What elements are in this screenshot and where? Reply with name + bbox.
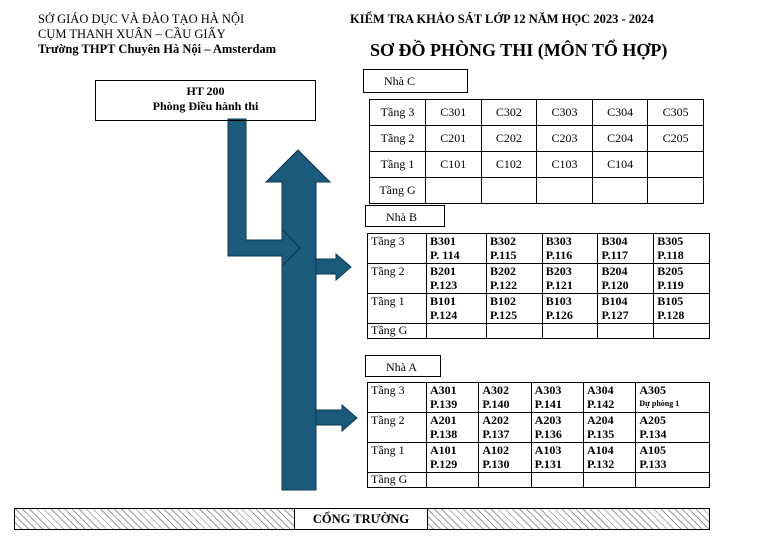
room-cell: C303 — [537, 100, 593, 126]
room-code: B102 — [489, 294, 516, 308]
room-code: B305 — [657, 234, 684, 248]
floor-row — [368, 383, 710, 413]
room-cell — [427, 294, 487, 324]
room-code: A103 — [534, 443, 562, 457]
floor-row — [368, 294, 710, 324]
room-code: A305 — [639, 383, 666, 397]
exam-title: KIỂM TRA KHẢO SÁT LỚP 12 NĂM HỌC 2023 - 2024 — [350, 12, 654, 26]
floor-label: Tầng 2 — [368, 413, 427, 443]
room-code: B103 — [545, 294, 572, 308]
exam-room-number: P. 114 — [430, 248, 460, 262]
main-path-arrow — [266, 150, 330, 490]
exam-room-number: P.121 — [545, 278, 573, 292]
floor-row — [368, 234, 710, 264]
room-cell — [427, 413, 479, 443]
room-cell: C304 — [592, 100, 648, 126]
room-cell — [481, 178, 537, 204]
room-cell — [636, 473, 710, 488]
room-code: A205 — [639, 413, 666, 427]
room-cell — [583, 473, 635, 488]
room-cell — [486, 294, 542, 324]
exam-room-number: P.134 — [639, 427, 667, 441]
room-cell — [426, 178, 482, 204]
room-cell — [486, 234, 542, 264]
room-cell — [427, 324, 487, 339]
control-room-name: Phòng Điều hành thi — [152, 99, 259, 113]
floor-label: Tầng G — [368, 324, 427, 339]
room-cell — [486, 264, 542, 294]
floor-label: Tầng 3 — [368, 383, 427, 413]
room-code: A303 — [534, 383, 562, 397]
exam-room-number: P.140 — [482, 397, 510, 411]
building-b-table — [367, 233, 710, 339]
room-cell — [427, 383, 479, 413]
exam-room-number: P.117 — [601, 248, 629, 262]
room-cell — [583, 383, 635, 413]
room-cell: C201 — [426, 126, 482, 152]
room-cell — [542, 294, 598, 324]
room-code: B105 — [657, 294, 684, 308]
exam-room-number: P.126 — [545, 308, 573, 322]
exam-room-number: P.125 — [489, 308, 518, 322]
room-code: A301 — [430, 383, 457, 397]
room-cell — [531, 443, 583, 473]
floor-label: Tầng 3 — [370, 100, 426, 126]
room-cell — [598, 324, 654, 339]
room-cell — [654, 294, 710, 324]
room-code: B303 — [545, 234, 572, 248]
room-cell — [486, 324, 542, 339]
exam-room-number: P.115 — [489, 248, 517, 262]
building-b-label: Nhà B — [365, 205, 445, 227]
room-code: A201 — [430, 413, 457, 427]
floor-label: Tầng 2 — [370, 126, 426, 152]
department-name: SỞ GIÁO DỤC VÀ ĐÀO TẠO HÀ NỘI — [38, 12, 245, 26]
room-cell: C203 — [537, 126, 593, 152]
room-cell — [542, 234, 598, 264]
exam-room-number: P.141 — [534, 397, 562, 411]
map-title: SƠ ĐỒ PHÒNG THI (MÔN TỔ HỢP) — [370, 40, 668, 60]
room-code: A204 — [586, 413, 614, 427]
room-cell: C103 — [537, 152, 593, 178]
exam-room-number: P.127 — [601, 308, 629, 322]
room-cell: C305 — [648, 100, 704, 126]
building-c-table — [369, 99, 704, 204]
building-a-label: Nhà A — [365, 355, 441, 377]
floor-row — [370, 152, 704, 178]
building-c-label: Nhà C — [363, 69, 468, 93]
room-cell — [636, 443, 710, 473]
branch-arrow-a — [316, 405, 357, 431]
room-cell — [479, 473, 531, 488]
room-cell — [427, 264, 487, 294]
floor-label: Tầng 2 — [368, 264, 427, 294]
school-name: Trường THPT Chuyên Hà Nội – Amsterdam — [38, 42, 277, 56]
room-cell — [598, 264, 654, 294]
room-cell — [598, 234, 654, 264]
room-cell — [598, 294, 654, 324]
room-code: B201 — [430, 264, 457, 278]
floor-label: Tầng 1 — [368, 443, 427, 473]
room-cell — [583, 413, 635, 443]
exam-room-number: P.133 — [639, 457, 667, 471]
room-cell — [531, 473, 583, 488]
branch-arrow-b — [316, 254, 351, 280]
room-code: B204 — [601, 264, 628, 278]
floor-label: Tầng 1 — [370, 152, 426, 178]
floor-label: Tầng 3 — [368, 234, 427, 264]
room-code: B104 — [601, 294, 628, 308]
room-cell — [427, 443, 479, 473]
floor-row — [368, 473, 710, 488]
room-cell — [592, 178, 648, 204]
exam-room-number: P.135 — [586, 427, 615, 441]
room-cell: C104 — [592, 152, 648, 178]
exam-room-number: P.132 — [586, 457, 615, 471]
exam-room-number: P.118 — [657, 248, 684, 262]
room-code: B304 — [601, 234, 628, 248]
floor-label: Tầng 1 — [368, 294, 427, 324]
room-cell — [479, 443, 531, 473]
exam-room-number: P.122 — [489, 278, 518, 292]
floor-row — [368, 413, 710, 443]
exam-room-number: P.116 — [545, 248, 573, 262]
control-room-box — [95, 80, 316, 121]
room-cell — [542, 264, 598, 294]
exam-room-number: P.120 — [601, 278, 629, 292]
room-cell: C205 — [648, 126, 704, 152]
exam-room-number: P.129 — [430, 457, 458, 471]
exam-room-number: P.124 — [430, 308, 458, 322]
room-cell — [537, 178, 593, 204]
room-cell: C202 — [481, 126, 537, 152]
room-code: A304 — [586, 383, 614, 397]
room-code: B203 — [545, 264, 572, 278]
room-cell — [648, 178, 704, 204]
room-code: B301 — [430, 234, 457, 248]
room-cell — [531, 383, 583, 413]
exam-room-number: P.137 — [482, 427, 510, 441]
room-cell — [427, 473, 479, 488]
room-cell: C204 — [592, 126, 648, 152]
room-cell — [636, 413, 710, 443]
exam-room-number: P.142 — [586, 397, 615, 411]
room-cell — [427, 234, 487, 264]
cluster-name: CỤM THANH XUÂN – CẦU GIẤY — [38, 27, 226, 41]
building-a-table — [367, 382, 710, 488]
floor-label: Tầng G — [370, 178, 426, 204]
gate-hatch-right — [427, 509, 709, 529]
floor-row — [370, 178, 704, 204]
exam-room-number: Dự phòng 1 — [639, 399, 680, 408]
room-cell — [654, 264, 710, 294]
room-code: A203 — [534, 413, 562, 427]
floor-label: Tầng G — [368, 473, 427, 488]
room-code: A105 — [639, 443, 666, 457]
room-code: A102 — [482, 443, 509, 457]
room-cell: C102 — [481, 152, 537, 178]
room-cell — [583, 443, 635, 473]
room-code: A302 — [482, 383, 509, 397]
room-cell — [654, 234, 710, 264]
exam-room-number: P.136 — [534, 427, 562, 441]
exam-room-number: P.119 — [657, 278, 684, 292]
floor-row — [368, 264, 710, 294]
exam-room-number: P.130 — [482, 457, 510, 471]
room-code: B202 — [489, 264, 516, 278]
room-cell — [542, 324, 598, 339]
room-cell — [654, 324, 710, 339]
room-code: A202 — [482, 413, 509, 427]
floor-row — [370, 126, 704, 152]
room-code: B302 — [489, 234, 516, 248]
exam-room-number: P.128 — [657, 308, 685, 322]
room-cell — [479, 383, 531, 413]
room-code: A101 — [430, 443, 457, 457]
gate-hatch-left — [15, 509, 294, 529]
room-cell — [648, 152, 704, 178]
exam-room-number: P.138 — [430, 427, 458, 441]
room-cell: C101 — [426, 152, 482, 178]
room-cell — [636, 383, 710, 413]
room-code: B101 — [430, 294, 457, 308]
floor-row — [370, 100, 704, 126]
room-code: A104 — [586, 443, 614, 457]
floor-row — [368, 443, 710, 473]
exam-room-number: P.123 — [430, 278, 458, 292]
control-room-code: HT 200 — [186, 84, 225, 98]
room-cell — [479, 413, 531, 443]
exam-room-number: P.139 — [430, 397, 458, 411]
gate-label: CỔNG TRƯỜNG — [294, 508, 428, 530]
floor-row — [368, 324, 710, 339]
room-code: B205 — [657, 264, 684, 278]
room-cell: C301 — [426, 100, 482, 126]
room-cell — [531, 413, 583, 443]
school-gate — [14, 508, 710, 530]
room-cell: C302 — [481, 100, 537, 126]
exam-room-number: P.131 — [534, 457, 562, 471]
